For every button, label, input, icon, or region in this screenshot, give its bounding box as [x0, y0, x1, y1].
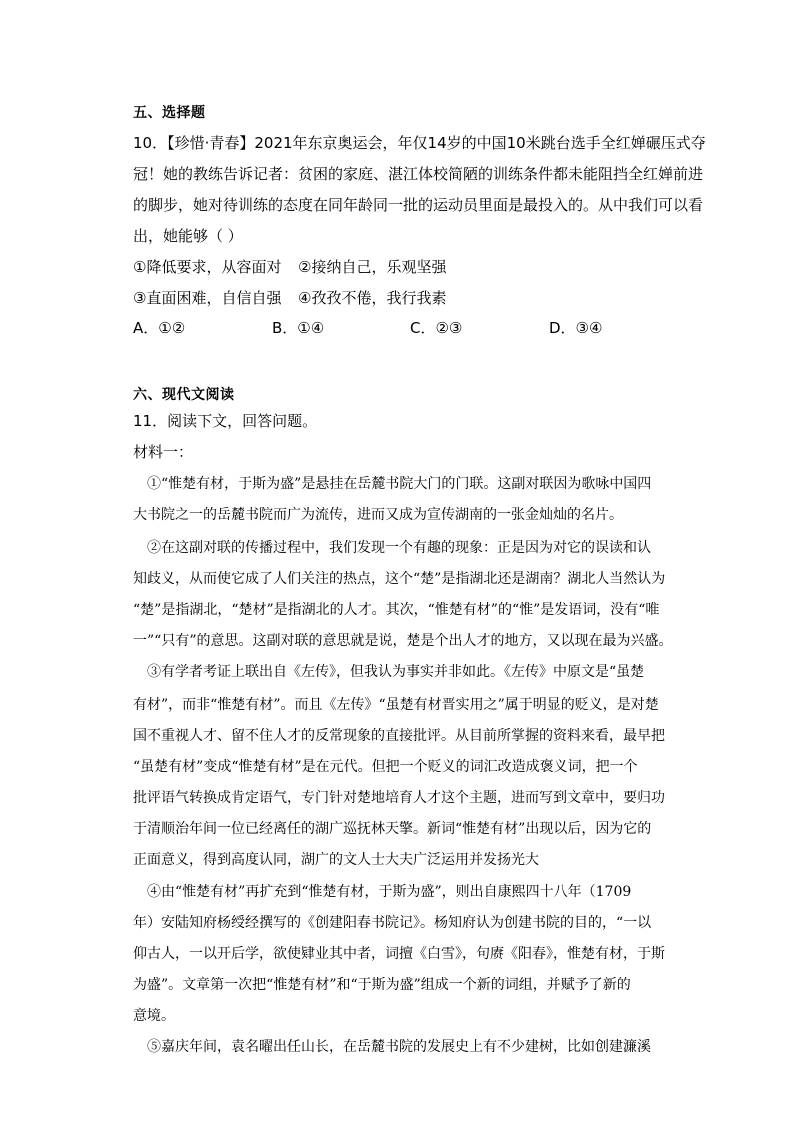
question-10-line-4: 出，她能够（ ）: [133, 227, 243, 245]
statement-3: ③直面困难，自信自强: [133, 289, 282, 307]
paragraph-4-line-3: 仰古人，一以开后学，欲使肄业其中者，词擅《白雪》，句赓《阳春》，惟楚有材，于斯: [133, 946, 665, 962]
paragraph-3-line-1: ③有学者考证上联出自《左传》，但我认为事实并非如此。《左传》中原文是“虽楚: [147, 664, 645, 680]
statement-1: ①降低要求，从容面对: [133, 258, 282, 276]
statement-4: ④孜孜不倦，我行我素: [298, 289, 447, 307]
paragraph-3-line-5: 批评语气转换成肯定语气，专门针对楚地培育人才这个主题，进而写到文章中，要归功: [133, 790, 665, 806]
statement-row-1: [133, 256, 446, 277]
statement-row-2: [133, 287, 446, 308]
question-10-line-1: 10．【珍惜·青春】2021年东京奥运会，年仅14岁的中国10米跳台选手全红婵碾压式夺: [133, 134, 706, 152]
statement-2: ②接纳自己，乐观坚强: [298, 258, 447, 276]
paragraph-4-line-1: ④由“惟楚有材”再扩充到“惟楚有材，于斯为盛”，则出自康熙四十八年（1709: [147, 884, 632, 900]
paragraph-5-line-1: ⑤嘉庆年间，袁名曜出任山长，在岳麓书院的发展史上有不少建树，比如创建濂溪: [147, 1039, 651, 1055]
paragraph-2-line-4: 一”“只有”的意思。这副对联的意思就是说，楚是个出人才的地方，又以现在最为兴盛。: [133, 633, 673, 649]
material-label: 材料一：: [133, 443, 194, 461]
section-title-reading: 六、现代文阅读: [133, 387, 235, 403]
paragraph-2-line-3: “楚”是指湖北，“楚材”是指湖北的人才。其次，“惟楚有材”的“惟”是发语词，没有“唯: [133, 602, 660, 618]
choice-d[interactable]: D．③④: [549, 319, 603, 337]
paragraph-2-line-2: 知歧义，从而使它成了人们关注的热点，这个“楚”是指湖北还是湖南？湖北人当然认为: [133, 571, 666, 587]
choice-a[interactable]: A．①②: [133, 319, 186, 337]
paragraph-1-line-1: ①“惟楚有材，于斯为盛”是悬挂在岳麓书院大门的门联。这副对联因为歌咏中国四: [147, 476, 652, 492]
paragraph-3-line-6: 于清顺治年间一位已经离任的湖广巡抚林天擎。新词“惟楚有材”出现以后，因为它的: [133, 821, 652, 837]
question-11-prompt: 11．阅读下文，回答问题。: [133, 412, 318, 430]
choice-b[interactable]: B．①④: [272, 319, 325, 337]
paragraph-3-line-2: 有材”，而非“惟楚有材”。而且《左传》“虽楚有材晋实用之”属于明显的贬义，是对楚: [133, 697, 659, 713]
choice-c[interactable]: C．②③: [410, 319, 463, 337]
question-10-line-2: 冠！她的教练告诉记者：贫困的家庭、湛江体校简陋的训练条件都未能阻挡全红婵前进: [133, 165, 704, 183]
paragraph-4-line-2: 年）安陆知府杨绶经撰写的《创建阳春书院记》。杨知府认为创建书院的目的，“一以: [133, 915, 652, 931]
question-10-line-3: 的脚步，她对待训练的态度在同年龄同一批的运动员里面是最投入的。从中我们可以看: [133, 196, 704, 214]
paragraph-3-line-4: “虽楚有材”变成“惟楚有材”是在元代。但把一个贬义的词汇改造成褒义词，把一个: [133, 759, 638, 775]
paragraph-4-line-4: 为盛”。文章第一次把“惟楚有材”和“于斯为盛”组成一个新的词组，并赋予了新的: [133, 977, 631, 993]
paragraph-4-line-5: 意境。: [133, 1008, 175, 1024]
paragraph-3-line-3: 国不重视人才、留不住人才的反常现象的直接批评。从目前所掌握的资料来看，最早把: [133, 728, 665, 744]
paragraph-2-line-1: ②在这副对联的传播过程中，我们发现一个有趣的现象：正是因为对它的误读和认: [147, 540, 651, 556]
paragraph-1-line-2: 大书院之一的岳麓书院而广为流传，进而又成为宣传湖南的一张金灿灿的名片。: [133, 507, 623, 523]
paragraph-3-line-7: 正面意义，得到高度认同，湖广的文人士大夫广泛运用并发扬光大: [133, 852, 539, 868]
section-title-choice: 五、选择题: [133, 105, 206, 121]
